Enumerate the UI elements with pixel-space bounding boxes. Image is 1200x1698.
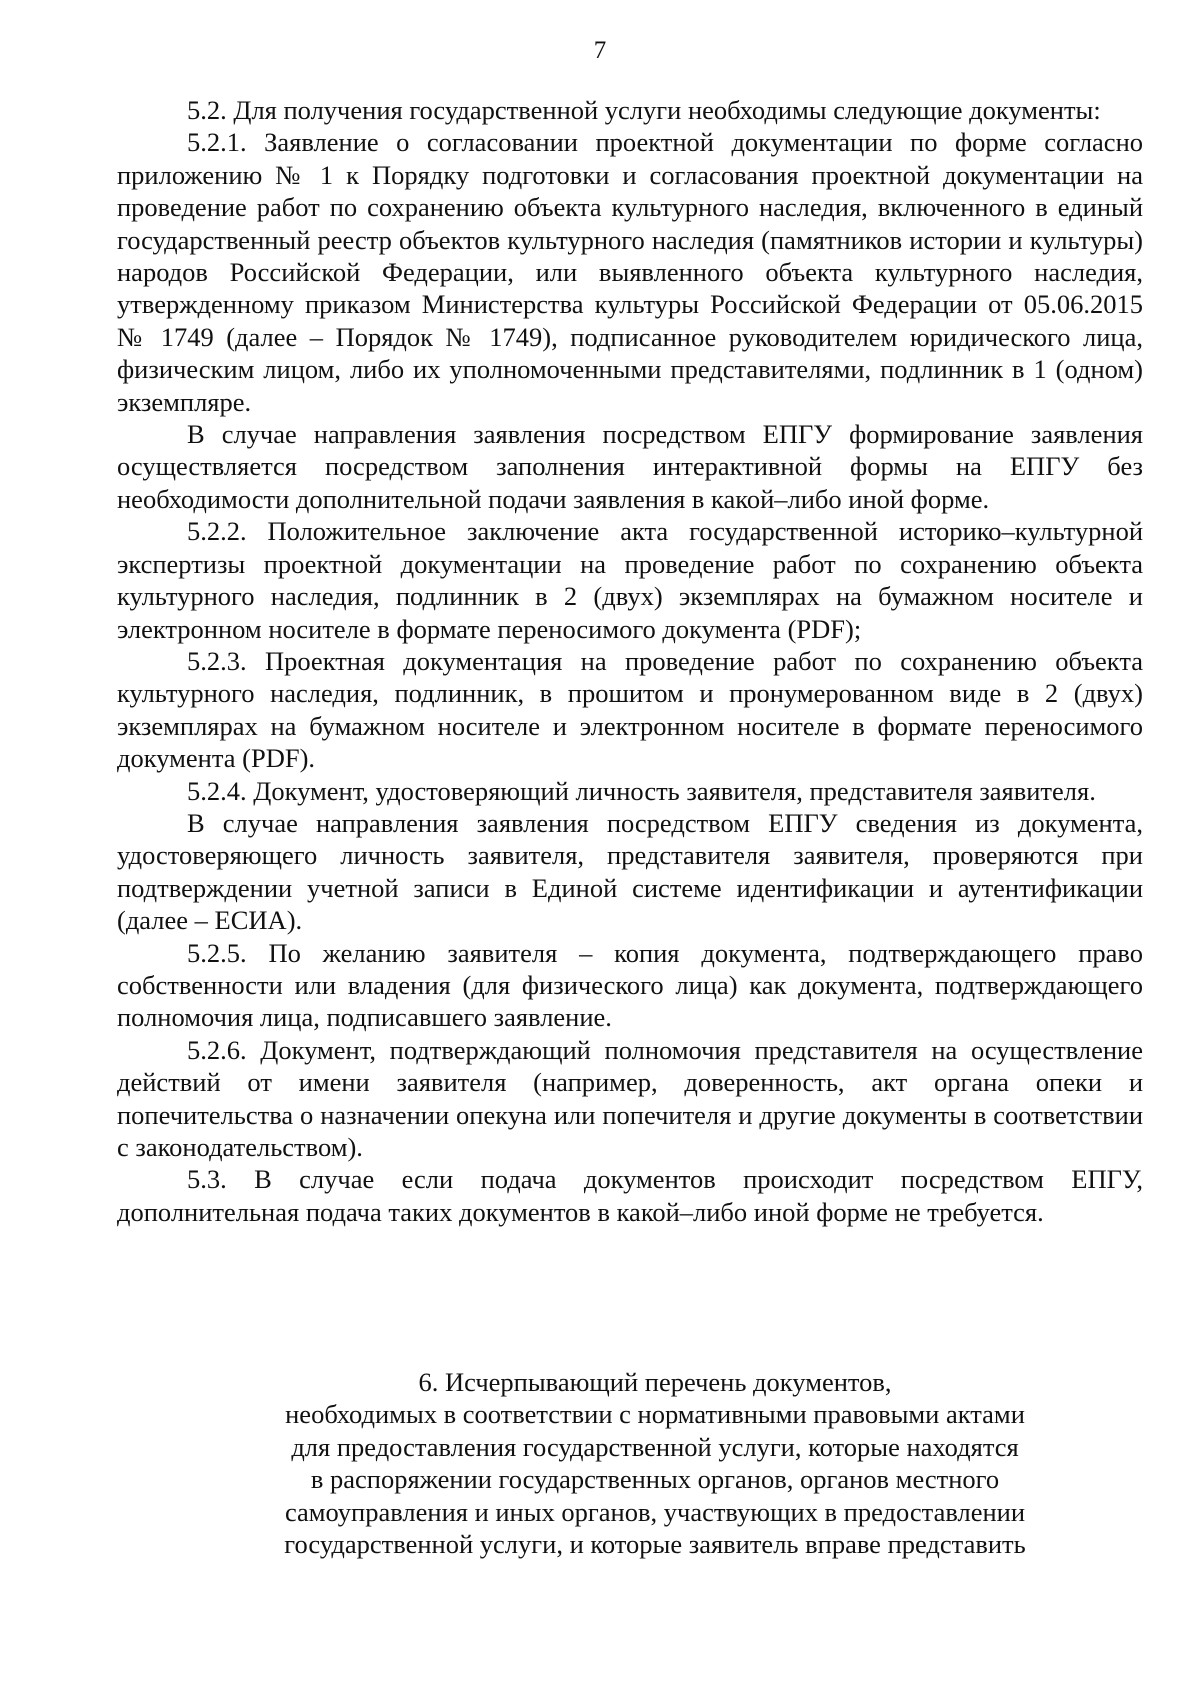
paragraph-5-2: 5.2. Для получения государственной услуги необходимы следующие документы: bbox=[187, 95, 1101, 125]
paragraph-5-2-2: 5.2.2. Положительное заключение акта государственной историко–культурной экспертизы проектной документации на проведение работ по сохранению объекта культурного наследия, подлинник в 2 (двух) экземплярах на бумажном носителе и электронном носителе в формате переносимого документа (PDF); bbox=[117, 516, 1143, 644]
paragraph-5-2-6: 5.2.6. Документ, подтверждающий полномочия представителя на осуществление действий от имени заявителя (например, доверенность, акт органа опеки и попечительства о назначении опекуна или попечителя и другие документы в соответствии с законодательством). bbox=[117, 1034, 1143, 1162]
paragraph-5-2-5: 5.2.5. По желанию заявителя – копия документа, подтверждающего право собственности или владения (для физического лица) как документа, подтверждающего полномочия лица, подписавшего заявление. bbox=[117, 937, 1143, 1033]
heading-line: в распоряжении государственных органов, органов местного bbox=[310, 1464, 1000, 1495]
heading-line: 6. Исчерпывающий перечень документов, bbox=[418, 1367, 892, 1397]
heading-line: необходимых в соответствии с нормативными правовыми актами bbox=[285, 1399, 1025, 1430]
paragraph-5-3: 5.3. В случае если подача документов происходит посредством ЕПГУ, дополнительная подача таких документов в какой–либо иной форме не требуется. bbox=[117, 1164, 1143, 1227]
paragraph-5-2-4-epgu-note: В случае направления заявления посредством ЕПГУ сведения из документа, удостоверяющего личность заявителя, представителя заявителя, проверяются при подтверждении учетной записи в Единой системе идентификации и аутентификации (далее – ЕСИА). bbox=[117, 807, 1143, 936]
document-body bbox=[117, 94, 1143, 1228]
heading-line: государственной услуги, и которые заявитель вправе представить bbox=[284, 1529, 1026, 1560]
page-number: 7 bbox=[593, 37, 607, 64]
heading-line: для предоставления государственной услуги, которые находятся bbox=[291, 1431, 1019, 1462]
paragraph-5-2-4: 5.2.4. Документ, удостоверяющий личность заявителя, представителя заявителя. bbox=[187, 775, 1096, 806]
heading-line: самоуправления и иных органов, участвующих в предоставлении bbox=[284, 1496, 1026, 1527]
paragraph-5-2-1-epgu-note: В случае направления заявления посредством ЕПГУ формирование заявления осуществляется посредством заполнения интерактивной формы на ЕПГУ без необходимости дополнительной подачи заявления в какой–либо иной форме. bbox=[117, 419, 1143, 514]
paragraph-5-2-1: 5.2.1. Заявление о согласовании проектной документации по форме согласно приложению № 1 к Порядку подготовки и согласования проектной документации на проведение работ по сохранению объекта культурного наследия, включенного в единый государственный реестр объектов культурного наследия (памятников истории и культуры) народов Российской Федерации, или выявленного объекта культурного наследия, утвержденному приказом Министерства культуры Российской Федерации от 05.06.2015 № 1749 (далее – Порядок № 1749), подписанное руководителем юридического лица, физическим лицом, либо их уполномоченными представителями, подлинник в 1 (одном) экземпляре. bbox=[117, 127, 1143, 417]
paragraph-5-2-3: 5.2.3. Проектная документация на проведение работ по сохранению объекта культурного наследия, подлинник, в прошитом и пронумерованном виде в 2 (двух) экземплярах на бумажном носителе и электронном носителе в формате переносимого документа (PDF). bbox=[117, 645, 1143, 774]
section-6-heading bbox=[240, 1366, 1070, 1560]
